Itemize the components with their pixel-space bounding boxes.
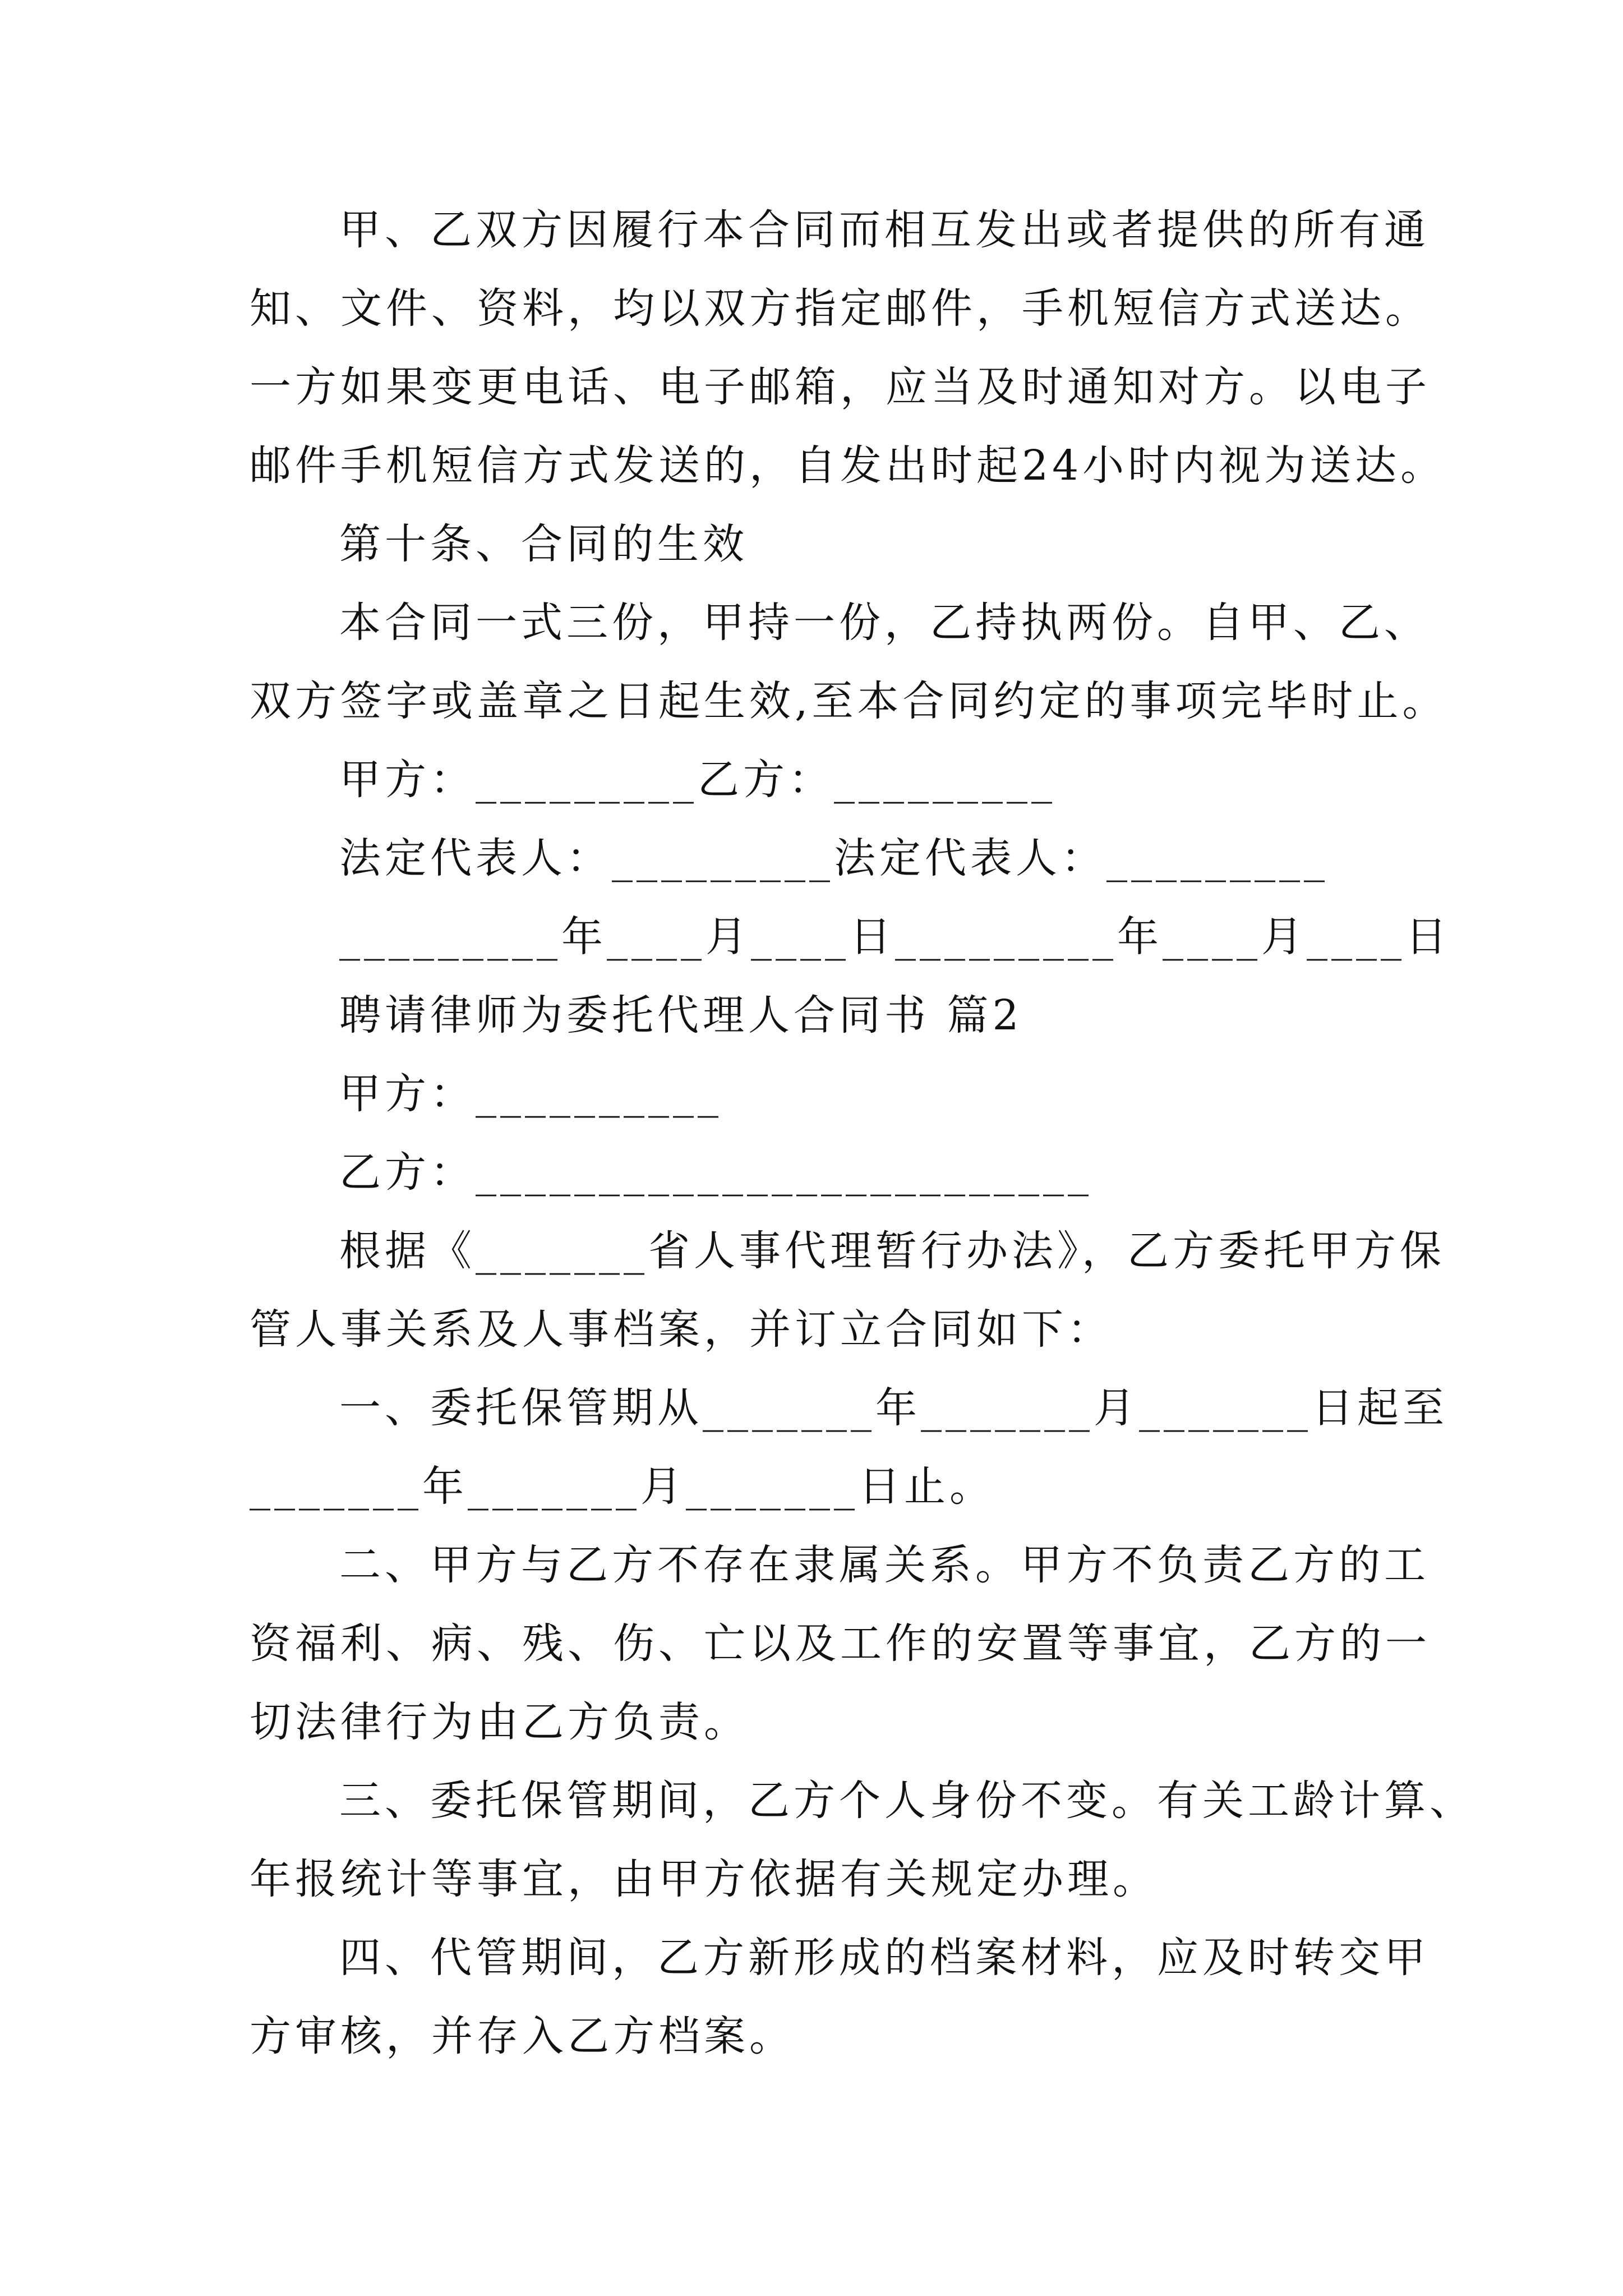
text-line: 年报统计等事宜，由甲方依据有关规定办理。 [250,1855,1158,1903]
text-line: 一方如果变更电话、电子邮箱，应当及时通知对方。以电子 [250,363,1431,411]
text-line: 资福利、病、残、伤、亡以及工作的安置等事宜，乙方的一 [250,1619,1431,1668]
signature-line: 法定代表人：_________法定代表人：_________ [339,834,1329,882]
party-a-line: 甲方：__________ [339,1070,722,1118]
text-line: 甲、乙双方因履行本合同而相互发出或者提供的所有通 [339,206,1430,254]
text-line: 方审核，并存入乙方档案。 [250,2012,795,2060]
clause-2: 二、甲方与乙方不存在隶属关系。甲方不负责乙方的工 [339,1541,1430,1589]
clause-3: 三、委托保管期间，乙方个人身份不变。有关工龄计算、 [339,1777,1475,1825]
text-line: _______年_______月_______日止。 [250,1462,995,1511]
text-line: 根据《_______省人事代理暂行办法》，乙方委托甲方保 [339,1227,1445,1275]
signature-line: 甲方：_________乙方：_________ [339,756,1056,804]
text-line: 本合同一式三份，甲持一份，乙持执两份。自甲、乙、 [339,599,1430,647]
party-b-line: 乙方：_________________________ [339,1148,1092,1197]
section-heading: 第十条、合同的生效 [339,520,748,568]
text-line: 双方签字或盖章之日起生效,至本合同约定的事项完毕时止。 [250,677,1448,725]
clause-1: 一、委托保管期从_______年_______月_______日起至 [339,1384,1448,1432]
clause-4: 四、代管期间，乙方新形成的档案材料，应及时转交甲 [339,1934,1430,1982]
document-title: 聘请律师为委托代理人合同书 篇2 [339,991,1023,1039]
date-line: _________年____月____日_________年____月____日 [339,913,1451,961]
text-line: 管人事关系及人事档案，并订立合同如下： [250,1305,1113,1354]
text-line: 邮件手机短信方式发送的，自发出时起24小时内视为送达。 [250,441,1446,490]
text-line: 切法律行为由乙方负责。 [250,1698,749,1746]
text-line: 知、文件、资料，均以双方指定邮件，手机短信方式送达。 [250,284,1431,333]
